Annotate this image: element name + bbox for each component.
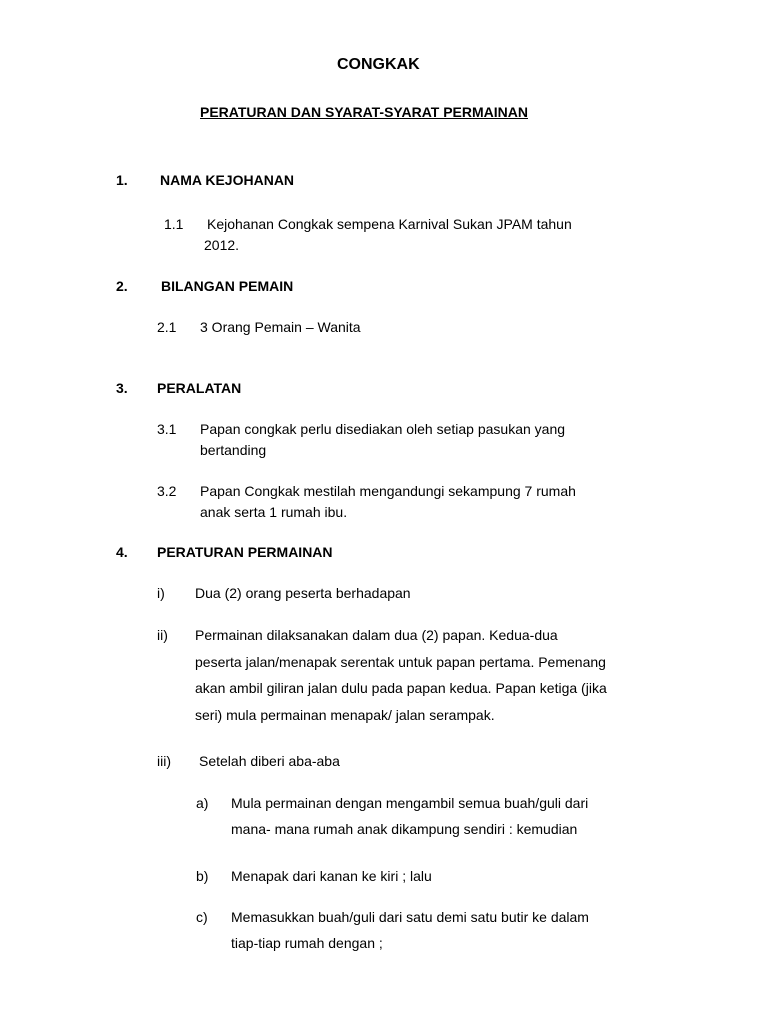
subrule-text-line: mana- mana rumah anak dikampung sendiri : kemudian [231, 821, 578, 837]
section-heading: NAMA KEJOHANAN [160, 172, 295, 188]
item-text-line: Papan Congkak mestilah mengandungi sekampung 7 rumah [200, 483, 576, 499]
subrule-text-line: Memasukkan buah/guli dari satu demi satu butir ke dalam [231, 909, 589, 925]
section-heading: PERATURAN PERMAINAN [157, 544, 333, 560]
rule-number: iii) [157, 753, 171, 769]
subrule-number: b) [196, 868, 209, 884]
item-text-line: Papan congkak perlu disediakan oleh setiap pasukan yang [200, 421, 566, 437]
rule-text-line: Dua (2) orang peserta berhadapan [195, 585, 411, 601]
document-title: CONGKAK [337, 56, 420, 73]
section-heading: BILANGAN PEMAIN [161, 278, 294, 294]
item-text-line: 3 Orang Pemain – Wanita [200, 319, 361, 335]
rule-text-line: peserta jalan/menapak serentak untuk papan pertama. Pemenang [195, 654, 606, 670]
section-heading: PERALATAN [157, 380, 242, 396]
subrule-number: a) [196, 795, 209, 811]
rule-text-line: akan ambil giliran jalan dulu pada papan kedua. Papan ketiga (jika [195, 680, 607, 696]
rule-number: ii) [157, 627, 168, 643]
subrule-text-line: tiap-tiap rumah dengan ; [231, 935, 383, 951]
rule-text-line: Permainan dilaksanakan dalam dua (2) papan. Kedua-dua [195, 627, 558, 643]
rule-number: i) [157, 585, 165, 601]
section-number: 4. [116, 544, 128, 560]
rule-text-line: Setelah diberi aba-aba [199, 753, 340, 769]
subrule-text-line: Menapak dari kanan ke kiri ; lalu [231, 868, 432, 884]
item-number: 3.1 [157, 421, 177, 437]
item-number: 2.1 [157, 319, 177, 335]
item-text-line: Kejohanan Congkak sempena Karnival Sukan JPAM tahun [207, 216, 572, 232]
item-number: 3.2 [157, 483, 177, 499]
item-number: 1.1 [164, 216, 184, 232]
section-number: 2. [116, 278, 128, 294]
item-text-line: 2012. [204, 237, 240, 253]
item-text-line: anak serta 1 rumah ibu. [200, 504, 348, 520]
subrule-text-line: Mula permainan dengan mengambil semua buah/guli dari [231, 795, 589, 811]
section-number: 1. [116, 172, 128, 188]
item-text-line: bertanding [200, 442, 267, 458]
rule-text-line: seri) mula permainan menapak/ jalan serampak. [195, 707, 495, 723]
section-number: 3. [116, 380, 128, 396]
subrule-number: c) [196, 909, 208, 925]
document-subtitle: PERATURAN DAN SYARAT-SYARAT PERMAINAN [200, 104, 528, 120]
